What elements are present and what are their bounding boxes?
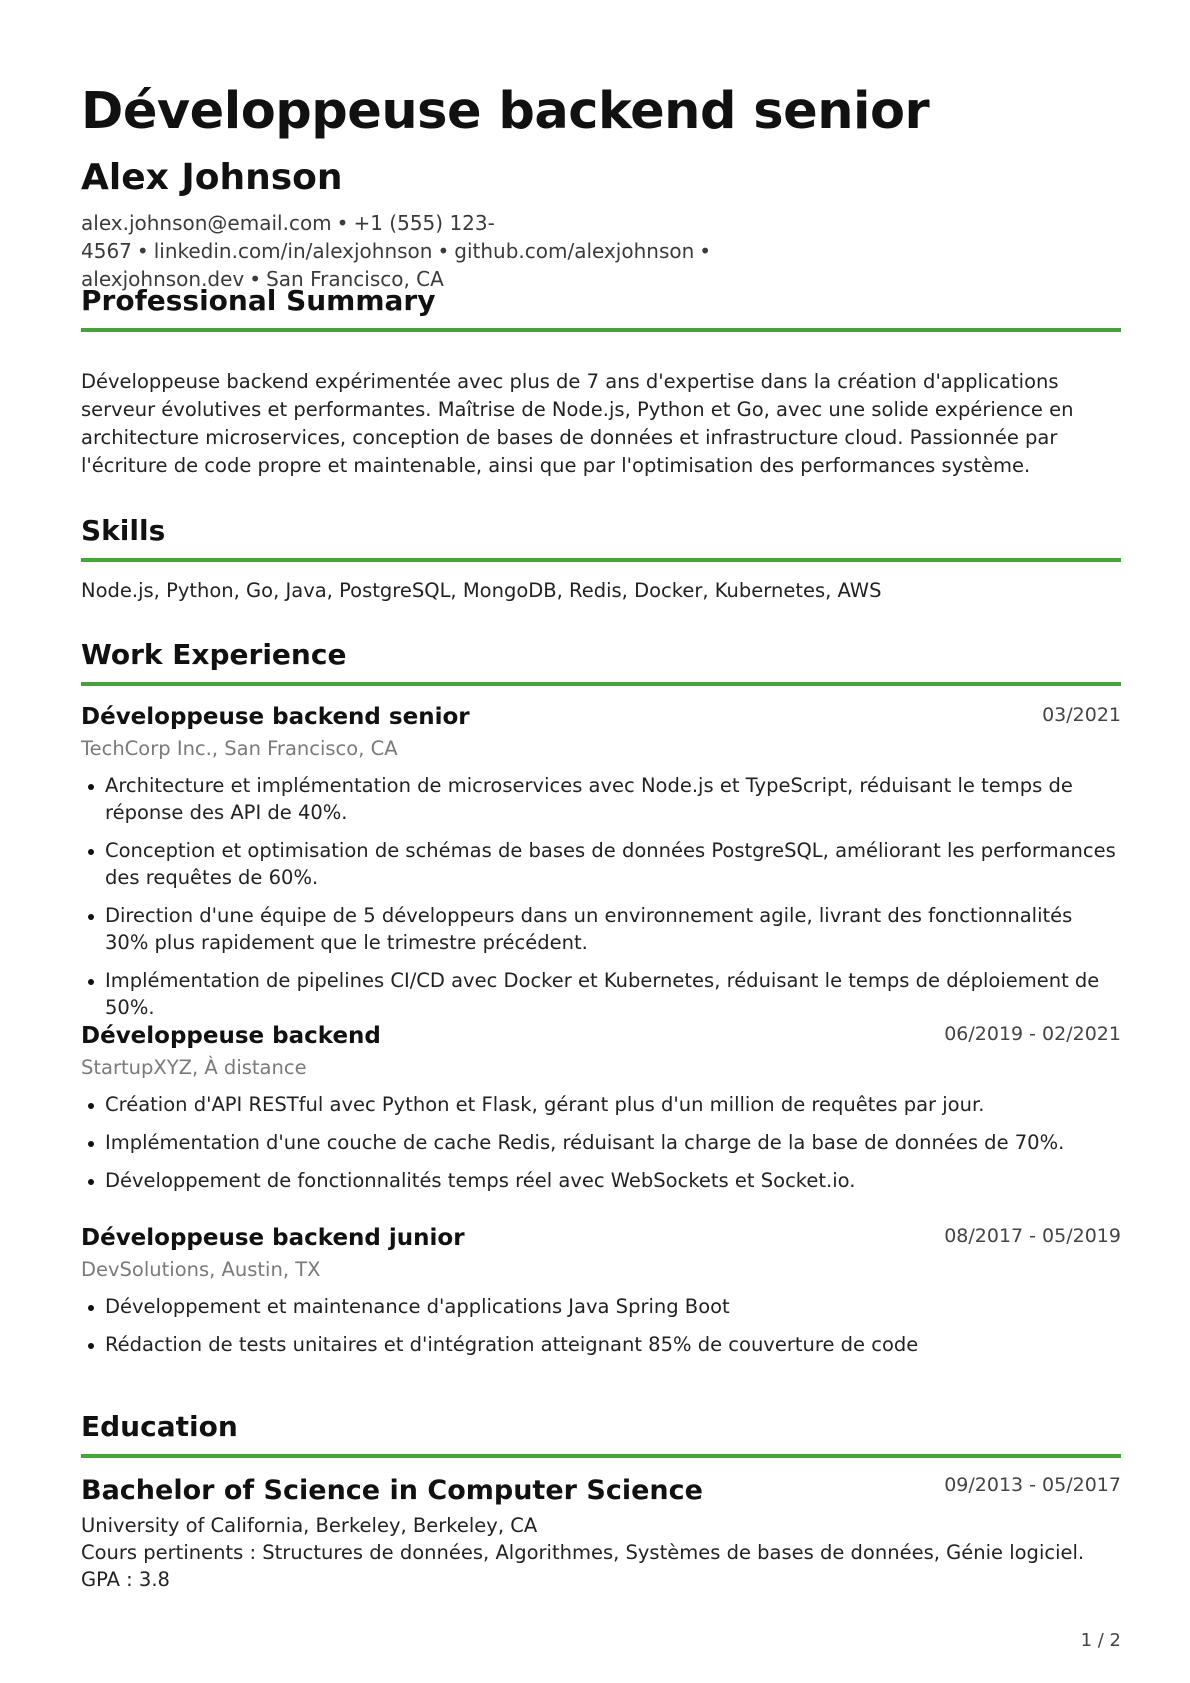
job-company: TechCorp Inc., San Francisco, CA	[81, 737, 398, 760]
job-entry	[81, 702, 1121, 1032]
experience-heading: Work Experience	[81, 638, 347, 671]
education-heading: Education	[81, 1410, 238, 1443]
skills-list: Node.js, Python, Go, Java, PostgreSQL, MongoDB, Redis, Docker, Kubernetes, AWS	[81, 579, 882, 602]
job-bullets	[81, 1293, 1121, 1358]
page-indicator: 1 / 2	[1080, 1630, 1121, 1651]
job-company: DevSolutions, Austin, TX	[81, 1258, 321, 1281]
section-divider	[81, 682, 1121, 686]
job-entry	[81, 1223, 1121, 1369]
summary-section-header	[81, 284, 1121, 332]
list-item: Implémentation d'une couche de cache Redis, réduisant la charge de la base de données de 70%.	[81, 1129, 1121, 1156]
list-item: Architecture et implémentation de microservices avec Node.js et TypeScript, réduisant le temps de réponse des API de 40%.	[81, 772, 1121, 826]
section-divider	[81, 558, 1121, 562]
candidate-name: Alex Johnson	[81, 157, 343, 198]
job-bullets	[81, 1091, 1121, 1194]
contact-website[interactable]: alexjohnson.dev	[81, 267, 245, 291]
bullet-separator: •	[699, 239, 712, 263]
contact-location: San Francisco, CA	[266, 267, 444, 291]
list-item: Développement et maintenance d'applications Java Spring Boot	[81, 1293, 1121, 1320]
section-divider	[81, 328, 1121, 332]
job-title: Développeuse backend	[81, 1023, 381, 1049]
list-item: Création d'API RESTful avec Python et Flask, gérant plus d'un million de requêtes par jour.	[81, 1091, 1121, 1118]
job-title: Développeuse backend senior	[81, 704, 470, 730]
job-company: StartupXYZ, À distance	[81, 1056, 307, 1079]
contact-github[interactable]: github.com/alexjohnson	[454, 239, 695, 263]
job-date: 03/2021	[1042, 704, 1121, 726]
degree-title: Bachelor of Science in Computer Science	[81, 1475, 703, 1506]
list-item: Rédaction de tests unitaires et d'intégration atteignant 85% de couverture de code	[81, 1331, 1121, 1358]
job-date: 06/2019 - 02/2021	[944, 1023, 1121, 1045]
job-title: Développeuse backend junior	[81, 1225, 465, 1251]
contact-email[interactable]: alex.johnson@email.com	[81, 211, 332, 235]
contact-linkedin[interactable]: linkedin.com/in/alexjohnson	[153, 239, 433, 263]
list-item: Direction d'une équipe de 5 développeurs dans un environnement agile, livrant des fonctionnalités 30% plus rapidement que le trimestre précédent.	[81, 902, 1121, 956]
list-item: Développement de fonctionnalités temps réel avec WebSockets et Socket.io.	[81, 1167, 1121, 1194]
summary-heading: Professional Summary	[81, 284, 436, 317]
job-bullets	[81, 772, 1121, 1021]
bullet-separator: •	[336, 211, 349, 235]
summary-text: Développeuse backend expérimentée avec plus de 7 ans d'expertise dans la création d'applications serveur évolutives et performantes. Maîtrise de Node.js, Python et Go, avec une solide expérience en architecture microservices, conception de bases de données et infrastructure cloud. Passionnée par l'écriture de code propre et maintenable, ainsi que par l'optimisation des performances système.	[81, 370, 1074, 477]
job-date: 08/2017 - 05/2019	[944, 1225, 1121, 1247]
list-item: Implémentation de pipelines CI/CD avec Docker et Kubernetes, réduisant le temps de déploiement de 50%.	[81, 967, 1121, 1021]
contact-phone[interactable]: +1 (555) 123-4567	[81, 211, 495, 263]
section-divider	[81, 1454, 1121, 1458]
contact-line	[81, 209, 1101, 293]
bullet-separator: •	[136, 239, 149, 263]
skills-heading: Skills	[81, 514, 166, 547]
job-entry	[81, 1021, 1121, 1205]
list-item: Conception et optimisation de schémas de bases de données PostgreSQL, améliorant les performances des requêtes de 60%.	[81, 837, 1121, 891]
experience-section-header	[81, 638, 1121, 686]
education-section-header	[81, 1410, 1121, 1458]
resume-title: Développeuse backend senior	[81, 82, 930, 141]
skills-section-header	[81, 514, 1121, 562]
bullet-separator: •	[437, 239, 450, 263]
education-date: 09/2013 - 05/2017	[944, 1474, 1121, 1496]
bullet-separator: •	[249, 267, 262, 291]
education-details: Cours pertinents : Structures de données, Algorithmes, Systèmes de bases de données, Génie logiciel. GPA : 3.8	[81, 1541, 1085, 1591]
school-name: University of California, Berkeley, Berkeley, CA	[81, 1514, 538, 1537]
education-entry	[81, 1474, 1121, 1593]
